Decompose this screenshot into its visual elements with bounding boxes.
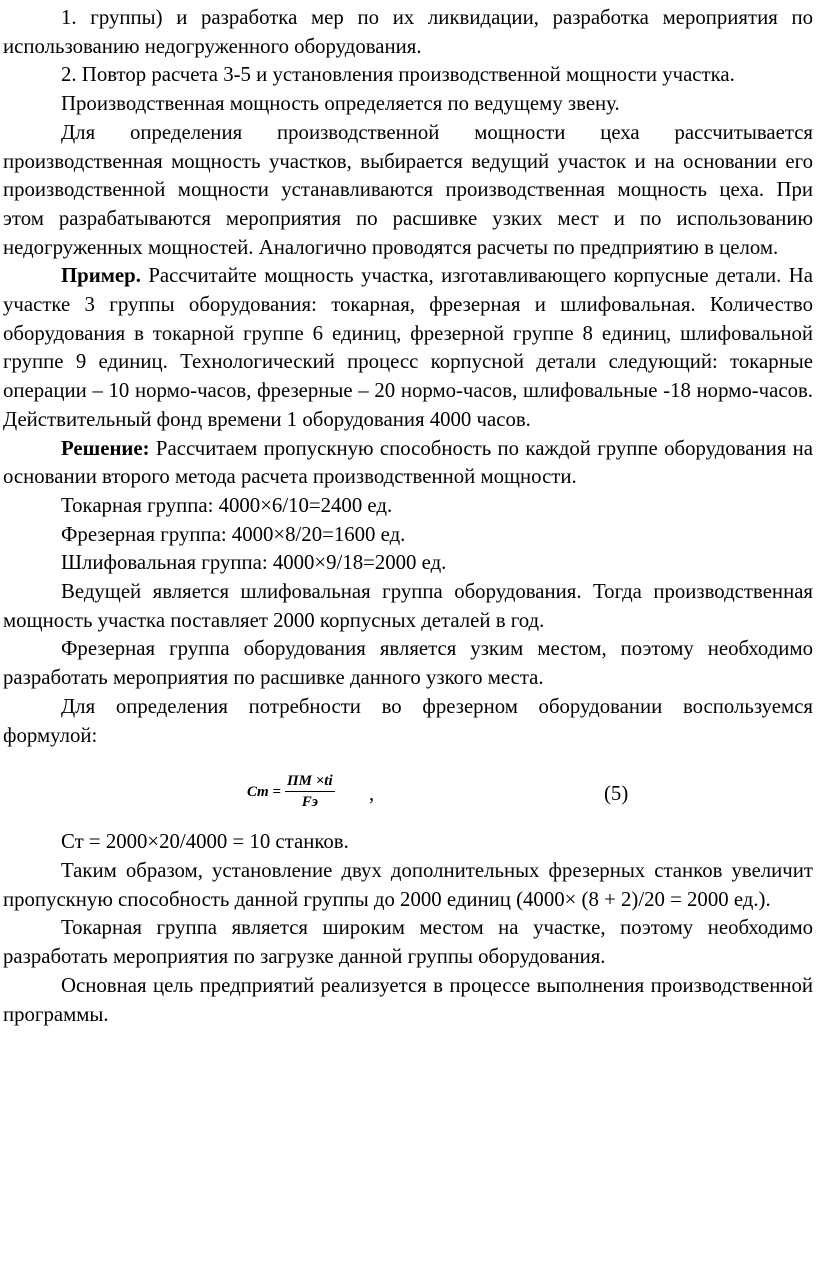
- calc-grinding: Шлифовальная группа: 4000×9/18=2000 ед.: [61, 551, 447, 575]
- solution-text: Рассчитаем пропускную способность по каждой группе оборудования на основании второго метода расчета производственной мощности.: [3, 436, 813, 489]
- result-paragraph: Ст = 2000×20/4000 = 10 станков.: [61, 830, 349, 854]
- formula-lhs: Cm =: [247, 783, 281, 800]
- formula-fraction: [285, 772, 335, 811]
- paragraph-3: Производственная мощность определяется по ведущему звену.: [61, 92, 620, 116]
- example-paragraph: [3, 262, 813, 434]
- paragraph-2: 2. Повтор расчета 3-5 и установления производственной мощности участка.: [61, 63, 735, 87]
- bottleneck-paragraph: Фрезерная группа оборудования является узким местом, поэтому необходимо разработать мероприятия по расшивке данного узкого места.: [3, 637, 813, 690]
- formula-number: (5): [604, 782, 629, 806]
- solution-label: Решение:: [61, 436, 150, 460]
- leading-paragraph: Ведущей является шлифовальная группа оборудования. Тогда производственная мощность участка поставляет 2000 корпусных деталей в год.: [3, 580, 813, 632]
- formula-comma: ,: [369, 782, 375, 806]
- paragraph-1: 1. группы) и разработка мер по их ликвидации, разработка мероприятия по использованию недогруженного оборудования.: [3, 6, 813, 58]
- formula-numerator: ПМ ×ti: [285, 772, 335, 792]
- formula-intro-paragraph: Для определения потребности во фрезерном оборудовании воспользуемся формулой:: [3, 694, 813, 747]
- turning-wide-paragraph: Токарная группа является широким местом на участке, поэтому необходимо разработать мероприятия по загрузке данной группы оборудования.: [3, 916, 813, 969]
- goal-paragraph: Основная цель предприятий реализуется в процессе выполнения производственной программы.: [3, 973, 813, 1026]
- formula-denominator: Fэ: [301, 794, 318, 811]
- formula: [247, 772, 335, 811]
- formula-block: [3, 750, 813, 860]
- example-label: Пример.: [61, 264, 141, 288]
- paragraph-4: Для определения производственной мощности цеха рассчитывается производственная мощность участков, выбирается ведущий участок и на основании его производственной мощности устанавливаются производственная мощность цеха. При этом разрабатываются мероприятия по расшивке узких мест и по использованию недогруженных мощностей. Аналогично проводятся расчеты по предприятию в целом.: [3, 120, 813, 259]
- example-text: Рассчитайте мощность участка, изготавливающего корпусные детали. На участке 3 группы оборудования: токарная, фрезерная и шлифовальная. Количество оборудования в токарной группе 6 единиц, фрезерной группе 8 единиц, шлифовальной группе 9 единиц. Технологический процесс корпусной детали следующий: токарные операции – 10 нормо-часов, фрезерные – 20 нормо-часов, шлифовальные -18 нормо-часов. Действительный фонд времени 1 оборудования 4000 часов.: [3, 264, 813, 431]
- conclusion-paragraph: Таким образом, установление двух дополнительных фрезерных станков увеличит пропускную способность данной группы до 2000 единиц (4000× (8 + 2)/20 = 2000 ед.).: [3, 858, 813, 911]
- calc-milling: Фрезерная группа: 4000×8/20=1600 ед.: [61, 522, 406, 546]
- calc-turning: Токарная группа: 4000×6/10=2400 ед.: [61, 493, 393, 517]
- solution-paragraph: [3, 435, 813, 492]
